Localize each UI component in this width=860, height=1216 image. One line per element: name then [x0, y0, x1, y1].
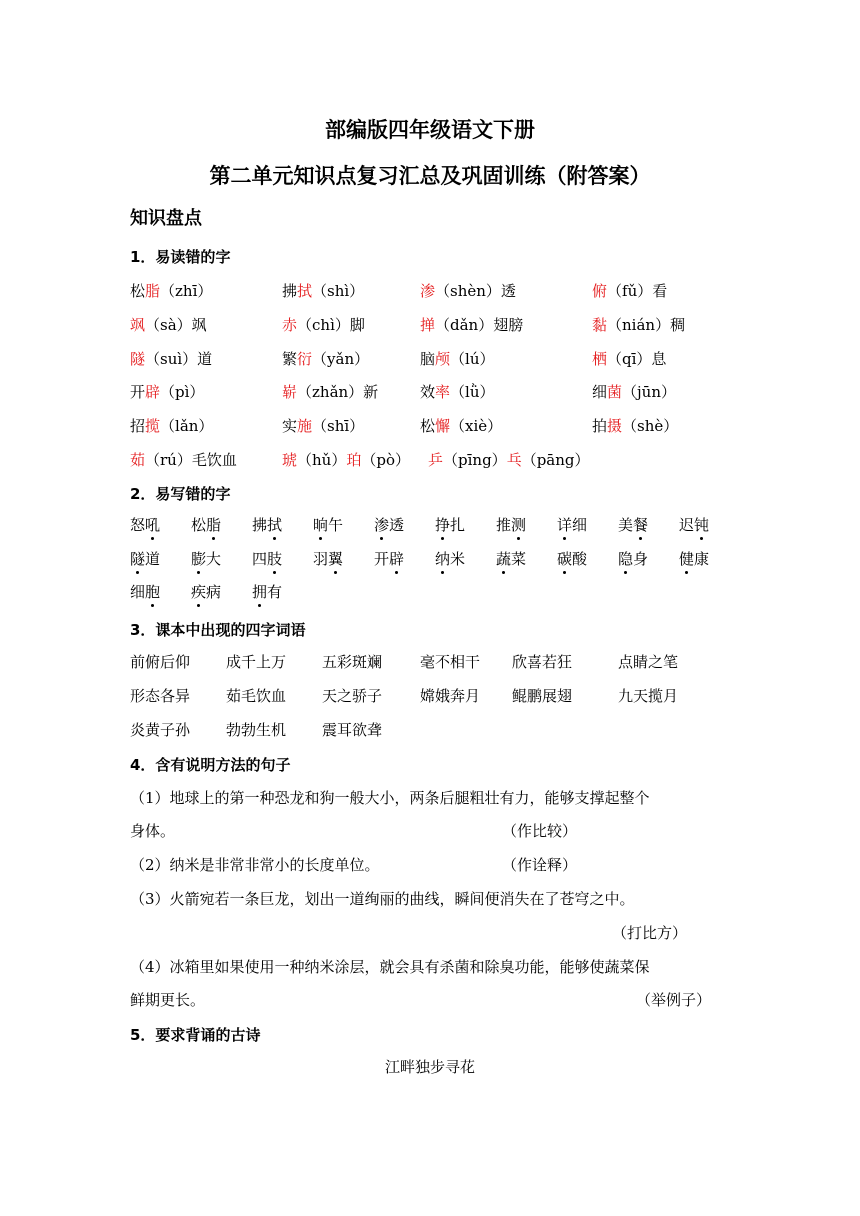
read-item [282, 313, 365, 337]
highlight-char: 懈 [435, 417, 451, 435]
text-fragment: （xiè） [450, 417, 503, 435]
highlight-char: 菌 [607, 383, 623, 401]
text-fragment: 繁 [282, 350, 298, 368]
dotted-char: 隐 [618, 547, 633, 571]
idiom: 勃勃生机 [226, 721, 287, 739]
text-fragment: （pì） [160, 383, 205, 401]
text-fragment: 开 [130, 383, 146, 401]
document-title: 部编版四年级语文下册 [325, 118, 535, 142]
text-fragment: （pāng） [521, 451, 590, 469]
poem-title: 江畔独步寻花 [384, 1058, 475, 1076]
read-item [428, 448, 590, 472]
word-char: 美 [618, 516, 634, 534]
highlight-char: 俯 [592, 282, 608, 300]
highlight-char: 施 [297, 417, 313, 435]
write-word [313, 513, 343, 537]
highlight-char: 渗 [420, 282, 436, 300]
word-char: 细 [572, 516, 588, 534]
write-word [679, 547, 709, 571]
read-item [282, 414, 364, 438]
highlight-char: 崭 [282, 383, 298, 401]
text-fragment: （shì） [312, 282, 365, 300]
highlight-char: 赤 [282, 316, 298, 334]
dotted-char: 膨 [191, 547, 206, 571]
text-fragment: （chì）脚 [297, 316, 365, 334]
text-fragment: 脑 [420, 350, 436, 368]
text-fragment: 细 [592, 383, 608, 401]
word-char: 扎 [450, 516, 466, 534]
highlight-char: 颅 [435, 350, 451, 368]
dotted-char: 隧 [130, 547, 145, 571]
write-word [191, 547, 221, 571]
read-item [592, 313, 685, 337]
dotted-char: 碳 [557, 547, 572, 571]
idiom: 鲲鹏展翅 [512, 687, 573, 705]
heading-idioms: 3．课本中出现的四字词语 [130, 621, 306, 639]
dotted-char: 疾 [191, 580, 206, 604]
dotted-char: 翼 [328, 547, 343, 571]
write-word [191, 513, 221, 537]
sentence-4: （4）冰箱里如果使用一种纳米涂层，就会具有杀菌和除臭功能，能够使蔬菜保 [130, 958, 650, 976]
sentence-3: （3）火箭宛若一条巨龙，划出一道绚丽的曲线，瞬间便消失在了苍穹之中。 [130, 890, 635, 908]
word-char: 康 [694, 550, 710, 568]
write-word [618, 513, 648, 537]
dotted-char: 纳 [435, 547, 450, 571]
text-fragment: （pò） [361, 451, 410, 469]
write-word [130, 513, 160, 537]
highlight-char: 珀 [346, 451, 362, 469]
text-fragment: （shèn）透 [435, 282, 516, 300]
highlight-char: 掸 [420, 316, 436, 334]
read-item [130, 279, 212, 303]
dotted-char: 蔬 [496, 547, 511, 571]
idiom: 天之骄子 [322, 687, 383, 705]
write-word [252, 547, 282, 571]
word-char: 松 [191, 516, 207, 534]
write-word [252, 580, 282, 604]
word-char: 大 [206, 550, 222, 568]
dotted-char: 胞 [145, 580, 160, 604]
idiom: 点睛之笔 [618, 653, 679, 671]
word-char: 迟 [679, 516, 695, 534]
text-fragment: （hǔ） [297, 451, 347, 469]
text-fragment: （shī） [312, 417, 365, 435]
dotted-char: 健 [679, 547, 694, 571]
highlight-char: 率 [435, 383, 451, 401]
write-word [130, 547, 160, 571]
highlight-char: 衍 [297, 350, 313, 368]
read-item [130, 448, 237, 472]
read-item [420, 347, 495, 371]
read-item [592, 279, 667, 303]
dotted-char: 吼 [145, 513, 160, 537]
read-item [592, 380, 676, 404]
sentence-2: （2）纳米是非常非常小的长度单位。 [130, 856, 380, 874]
idiom: 震耳欲聋 [322, 721, 383, 739]
text-fragment: （suì）道 [145, 350, 213, 368]
text-fragment: （lú） [450, 350, 495, 368]
write-word [374, 513, 404, 537]
read-item [130, 347, 212, 371]
word-char: 菜 [511, 550, 527, 568]
read-item [420, 380, 495, 404]
text-fragment: （zhǎn）新 [297, 383, 379, 401]
word-char: 道 [145, 550, 161, 568]
text-fragment: （yǎn） [312, 350, 370, 368]
word-char: 透 [389, 516, 405, 534]
word-char: 有 [267, 583, 283, 601]
section-heading: 知识盘点 [130, 208, 202, 229]
text-fragment: （rú）毛饮血 [145, 451, 237, 469]
dotted-char: 钝 [694, 513, 709, 537]
idiom: 欣喜若狂 [512, 653, 573, 671]
text-fragment: （sà）飒 [145, 316, 207, 334]
read-item [130, 380, 204, 404]
highlight-char: 茹 [130, 451, 146, 469]
dotted-char: 拭 [267, 513, 282, 537]
idiom: 炎黄子孙 [130, 721, 191, 739]
text-fragment: （pīng） [443, 451, 507, 469]
read-item [420, 279, 516, 303]
read-item [130, 313, 207, 337]
write-word [435, 513, 465, 537]
text-fragment: 效 [420, 383, 436, 401]
method-1: （作比较） [502, 822, 578, 840]
word-char: 细 [130, 583, 146, 601]
dotted-char: 详 [557, 513, 572, 537]
write-word [557, 547, 587, 571]
heading-read: 1．易读错的字 [130, 248, 231, 266]
word-char: 推 [496, 516, 512, 534]
document-subtitle: 第二单元知识点复习汇总及巩固训练（附答案） [209, 164, 651, 188]
read-item [592, 347, 666, 371]
dotted-char: 测 [511, 513, 526, 537]
highlight-char: 摄 [607, 417, 623, 435]
highlight-char: 脂 [145, 282, 161, 300]
dotted-char: 餐 [633, 513, 648, 537]
method-4: （举例子） [636, 991, 712, 1009]
word-char: 羽 [313, 550, 329, 568]
write-word [252, 513, 282, 537]
sentence-1: （1）地球上的第一种恐龙和狗一般大小，两条后腿粗壮有力，能够支撑起整个 [130, 789, 650, 807]
idiom: 形态各异 [130, 687, 191, 705]
idiom: 茹毛饮血 [226, 687, 287, 705]
idiom: 前俯后仰 [130, 653, 191, 671]
highlight-char: 飒 [130, 316, 146, 334]
dotted-char: 辟 [389, 547, 404, 571]
highlight-char: 隧 [130, 350, 146, 368]
write-word [374, 547, 404, 571]
highlight-char: 乓 [506, 451, 522, 469]
text-fragment: （qī）息 [607, 350, 667, 368]
read-item [282, 347, 369, 371]
read-item [592, 414, 678, 438]
word-char: 开 [374, 550, 390, 568]
word-char: 怒 [130, 516, 146, 534]
text-fragment: （lǎn） [160, 417, 214, 435]
sentence-1-cont: 身体。 [130, 822, 176, 840]
sentence-4-cont: 鲜期更长。 [130, 991, 206, 1009]
idiom: 成千上万 [226, 653, 287, 671]
idiom: 毫不相干 [420, 653, 481, 671]
write-word [557, 513, 587, 537]
read-item [420, 313, 523, 337]
word-char: 酸 [572, 550, 588, 568]
dotted-char: 挣 [435, 513, 450, 537]
highlight-char: 揽 [145, 417, 161, 435]
text-fragment: （dǎn）翅膀 [435, 316, 524, 334]
word-char: 米 [450, 550, 466, 568]
highlight-char: 辟 [145, 383, 161, 401]
write-word [191, 580, 221, 604]
read-item [420, 414, 502, 438]
idiom: 嫦娥奔月 [420, 687, 481, 705]
highlight-char: 栖 [592, 350, 608, 368]
highlight-char: 琥 [282, 451, 298, 469]
word-char: 身 [633, 550, 649, 568]
highlight-char: 乒 [428, 451, 444, 469]
text-fragment: 实 [282, 417, 298, 435]
write-word [618, 547, 648, 571]
text-fragment: （jūn） [622, 383, 677, 401]
heading-sentences: 4．含有说明方法的句子 [130, 756, 291, 774]
heading-write: 2．易写错的字 [130, 485, 231, 503]
write-word [496, 513, 526, 537]
dotted-char: 晌 [313, 513, 328, 537]
word-char: 午 [328, 516, 344, 534]
read-item [282, 380, 378, 404]
read-item [282, 279, 364, 303]
method-2: （作诠释） [502, 856, 578, 874]
word-char: 拂 [252, 516, 268, 534]
text-fragment: （lǜ） [450, 383, 495, 401]
text-fragment: （fǔ）看 [607, 282, 668, 300]
dotted-char: 肢 [267, 547, 282, 571]
write-word [496, 547, 526, 571]
text-fragment: （zhī） [160, 282, 213, 300]
text-fragment: 拂 [282, 282, 298, 300]
idiom: 五彩斑斓 [322, 653, 383, 671]
text-fragment: 松 [130, 282, 146, 300]
text-fragment: 松 [420, 417, 436, 435]
read-item [282, 448, 410, 472]
highlight-char: 拭 [297, 282, 313, 300]
write-word [130, 580, 160, 604]
write-word [313, 547, 343, 571]
read-item [130, 414, 213, 438]
dotted-char: 渗 [374, 513, 389, 537]
text-fragment: 拍 [592, 417, 608, 435]
write-word [435, 547, 465, 571]
text-fragment: 招 [130, 417, 146, 435]
highlight-char: 黏 [592, 316, 608, 334]
word-char: 病 [206, 583, 222, 601]
dotted-char: 脂 [206, 513, 221, 537]
dotted-char: 拥 [252, 580, 267, 604]
word-char: 四 [252, 550, 268, 568]
idiom: 九天揽月 [618, 687, 679, 705]
write-word [679, 513, 709, 537]
method-3: （打比方） [612, 924, 688, 942]
text-fragment: （nián）稠 [607, 316, 686, 334]
heading-poems: 5．要求背诵的古诗 [130, 1026, 261, 1044]
text-fragment: （shè） [622, 417, 679, 435]
